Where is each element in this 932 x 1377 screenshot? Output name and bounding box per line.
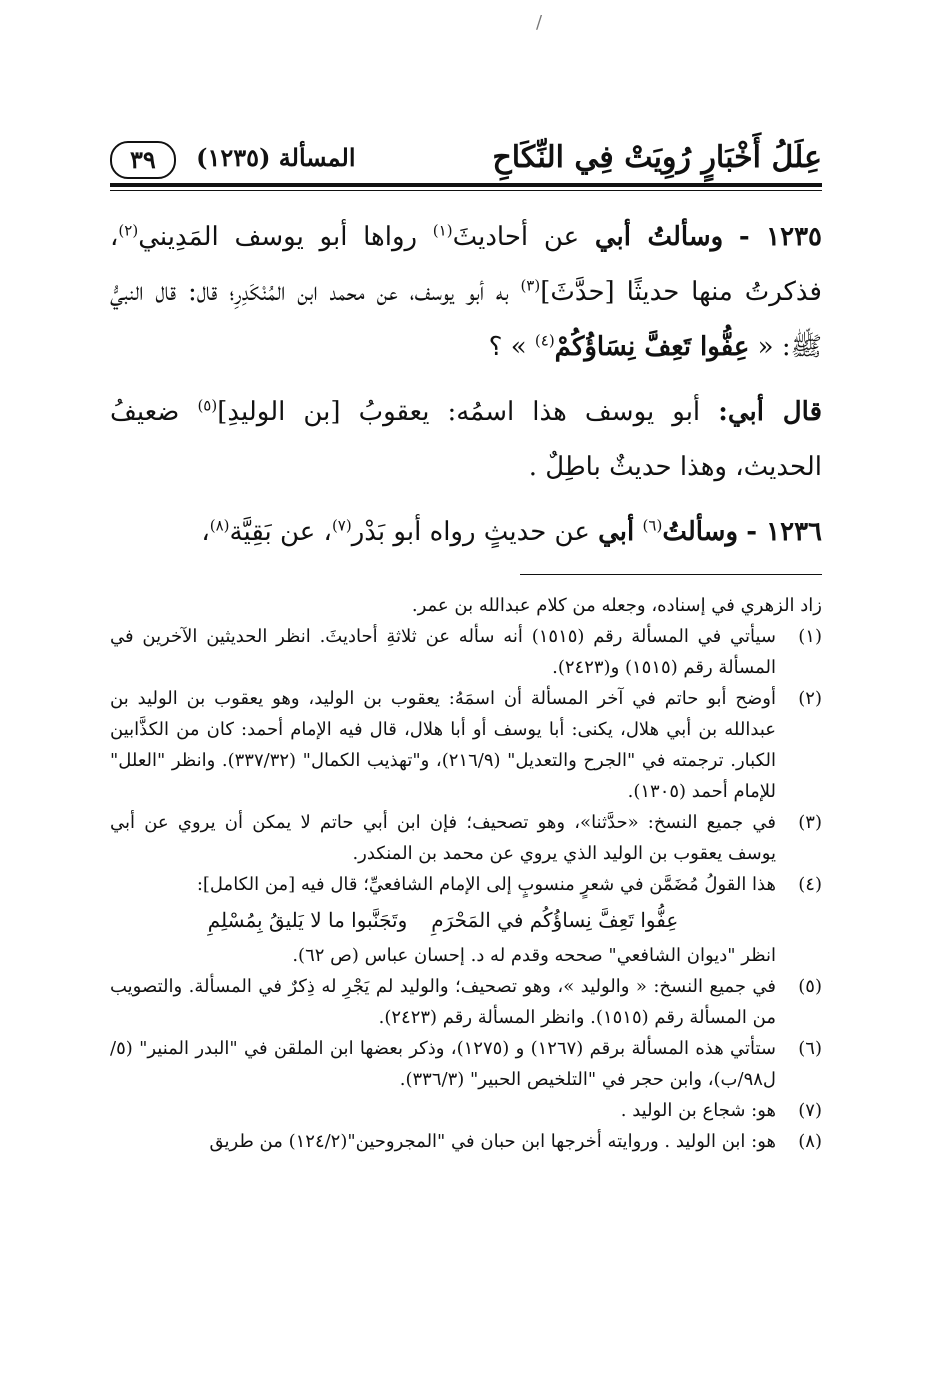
footnote-item: [110, 1095, 822, 1126]
footnote-item: [110, 683, 822, 807]
issue-number: ١٢٣٦ -: [746, 517, 822, 547]
footnote-number: (١): [798, 626, 822, 647]
footnote-number: (٧): [798, 1100, 822, 1121]
poem-source-text: انظر "ديوان الشافعي" صححه وقدم له د. إحسان عباس (ص ٦٢).: [292, 945, 776, 966]
footnote-continuation: زاد الزهري في إسناده، وجعله من كلام عبدالله بن عمر.: [411, 595, 822, 616]
footnote-item: [110, 621, 822, 683]
text-run: عن حديثٍ رواه أبو بَدْر: [351, 517, 590, 547]
footnote-item: [110, 869, 822, 900]
text-run: ضعيفُ الحديث، وهذا حديثٌ باطِلٌ .: [110, 397, 822, 482]
footnote-number: (٤): [798, 874, 822, 895]
paragraph-lead: وسألتُ أبي: [594, 222, 724, 252]
footnote-ref: (٣): [520, 276, 541, 295]
hadith-quote: عِفُّوا تَعِفَّ نِسَاؤُكُمْ: [554, 332, 750, 362]
footnote-ref: (٦): [642, 516, 663, 535]
text-run: أبو يوسف هذا اسمُه: يعقوبُ [بن الوليدِ]: [217, 397, 701, 427]
page-number-badge: ٣٩: [110, 141, 176, 179]
text-run: عن أحاديثَ: [452, 222, 580, 252]
paragraph-lead: قال أبي:: [718, 397, 823, 427]
text-run: به أبو يوسف، عن محمد ابن المُنْكَدِرِ؛ قال: قال النبيُّ ﷺ: «: [110, 277, 822, 362]
header-issue-number: [110, 136, 356, 180]
footnote-ref: (٢): [118, 221, 139, 240]
paragraph-1236: [110, 505, 822, 560]
text-run: ،: [201, 517, 210, 547]
header-rule-thin: [110, 190, 822, 191]
text-run: ، فذكرتُ منها حديثًا [حدَّثَ]: [110, 222, 822, 307]
text-run: » ؟: [488, 332, 527, 362]
main-text: [110, 210, 822, 570]
header-rule-thick: [110, 183, 822, 187]
footnote-text: سيأتي في المسألة رقم (١٥١٥) أنه سأله عن ثلاثةِ أحاديثَ. انظر الحديثين الآخرين في المسألة رقم (١٥١٥) و(٢٤٢٣).: [110, 626, 776, 678]
footnotes: [110, 590, 822, 1157]
paragraph-answer: [110, 385, 822, 495]
paragraph-lead: وسألتُ: [662, 517, 739, 547]
poem-source: [110, 940, 822, 971]
footnote-ref: (١): [432, 221, 453, 240]
poem-hemistich: وتَجَنَّبوا ما لا يَليقُ بِمُسْلِمِ: [207, 908, 408, 932]
issue-number: ١٢٣٥ -: [738, 222, 823, 252]
footnote-text: ستأتي هذه المسألة برقم (١٢٦٧) و (١٢٧٥)، وذكر بعضها ابن الملقن في "البدر المنير" (٥/ل٩٨/ب)، وابن حجر في "التلخيص الحبير" (٣٣٦/٣).: [110, 1038, 777, 1090]
footnote-text: أوضح أبو حاتم في آخر المسألة أن اسمَهُ: يعقوب بن الوليد، وهو يعقوب بن الوليد بن عبدالله بن أبي هلال، يكنى: أبا يوسف أو أبا هلال، قال فيه الإمام أحمد: كان من الكذَّابين الكبار. ترجمته في "الجرح والتعديل" (٢١٦/٩)، و"تهذيب الكمال" (٣٣٧/٣٢). وانظر "العلل" للإمام أحمد (١٣٠٥).: [110, 688, 776, 802]
running-title: عِلَلُ أَخْبَارٍ رُوِيَتْ فِي النِّكَاحِ: [492, 140, 822, 175]
footnote-number: (٢): [798, 688, 822, 709]
margin-mark: /: [536, 12, 543, 33]
footnote-item: [110, 807, 822, 869]
footnote-ref: (٧): [331, 516, 352, 535]
footnote-item: [110, 1126, 822, 1157]
page-header: [110, 136, 822, 180]
footnote-ref: (٤): [534, 331, 555, 350]
footnote-text: في جميع النسخ: « والوليد »، وهو تصحيف؛ والوليد لم يَجْرِ له ذِكرٌ في المسألة. والتصويب من المسألة رقم (١٥١٥). وانظر المسألة رقم (٢٤٢٣).: [110, 976, 776, 1028]
poem-hemistich: عِفُّوا تَعِفَّ نِساؤُكُم في المَحْرَمِ: [431, 908, 679, 932]
poem-verse: [110, 900, 822, 940]
paragraph-lead: أبي: [598, 517, 635, 547]
footnote-number: (٣): [798, 812, 822, 833]
footnote-separator: [520, 574, 822, 575]
footnote-number: (٨): [798, 1131, 822, 1152]
footnote-item: [110, 971, 822, 1033]
footnote-number: (٥): [798, 976, 822, 997]
footnote-item: [110, 1033, 822, 1095]
text-run: رواها أبو يوسف المَدِيني: [138, 222, 418, 252]
footnote-number: (٦): [798, 1038, 822, 1059]
issue-label: المسألة (١٢٣٥): [196, 143, 356, 172]
footnote-text: هو: شجاع بن الوليد .: [620, 1100, 776, 1121]
footnote-ref: (٨): [209, 516, 230, 535]
footnote-text: هو: ابن الوليد . وروايته أخرجها ابن حبان في "المجروحين"(١٢٤/٢) من طريق: [209, 1131, 776, 1152]
paragraph-1235: [110, 210, 822, 375]
text-run: ، عن بَقِيَّة: [229, 517, 332, 547]
footnote-ref: (٥): [197, 396, 218, 415]
footnote-text: في جميع النسخ: «حدَّثنا»، وهو تصحيف؛ فإن ابن أبي حاتم لا يمكن أن يروي عن أبي يوسف يعقوب بن الوليد الذي يروي عن محمد بن المنكدر.: [110, 812, 776, 864]
footnote-text: هذا القولُ مُضَمَّن في شعرٍ منسوبٍ إلى الإمام الشافعيِّ؛ قال فيه [من الكامل]:: [196, 874, 776, 895]
